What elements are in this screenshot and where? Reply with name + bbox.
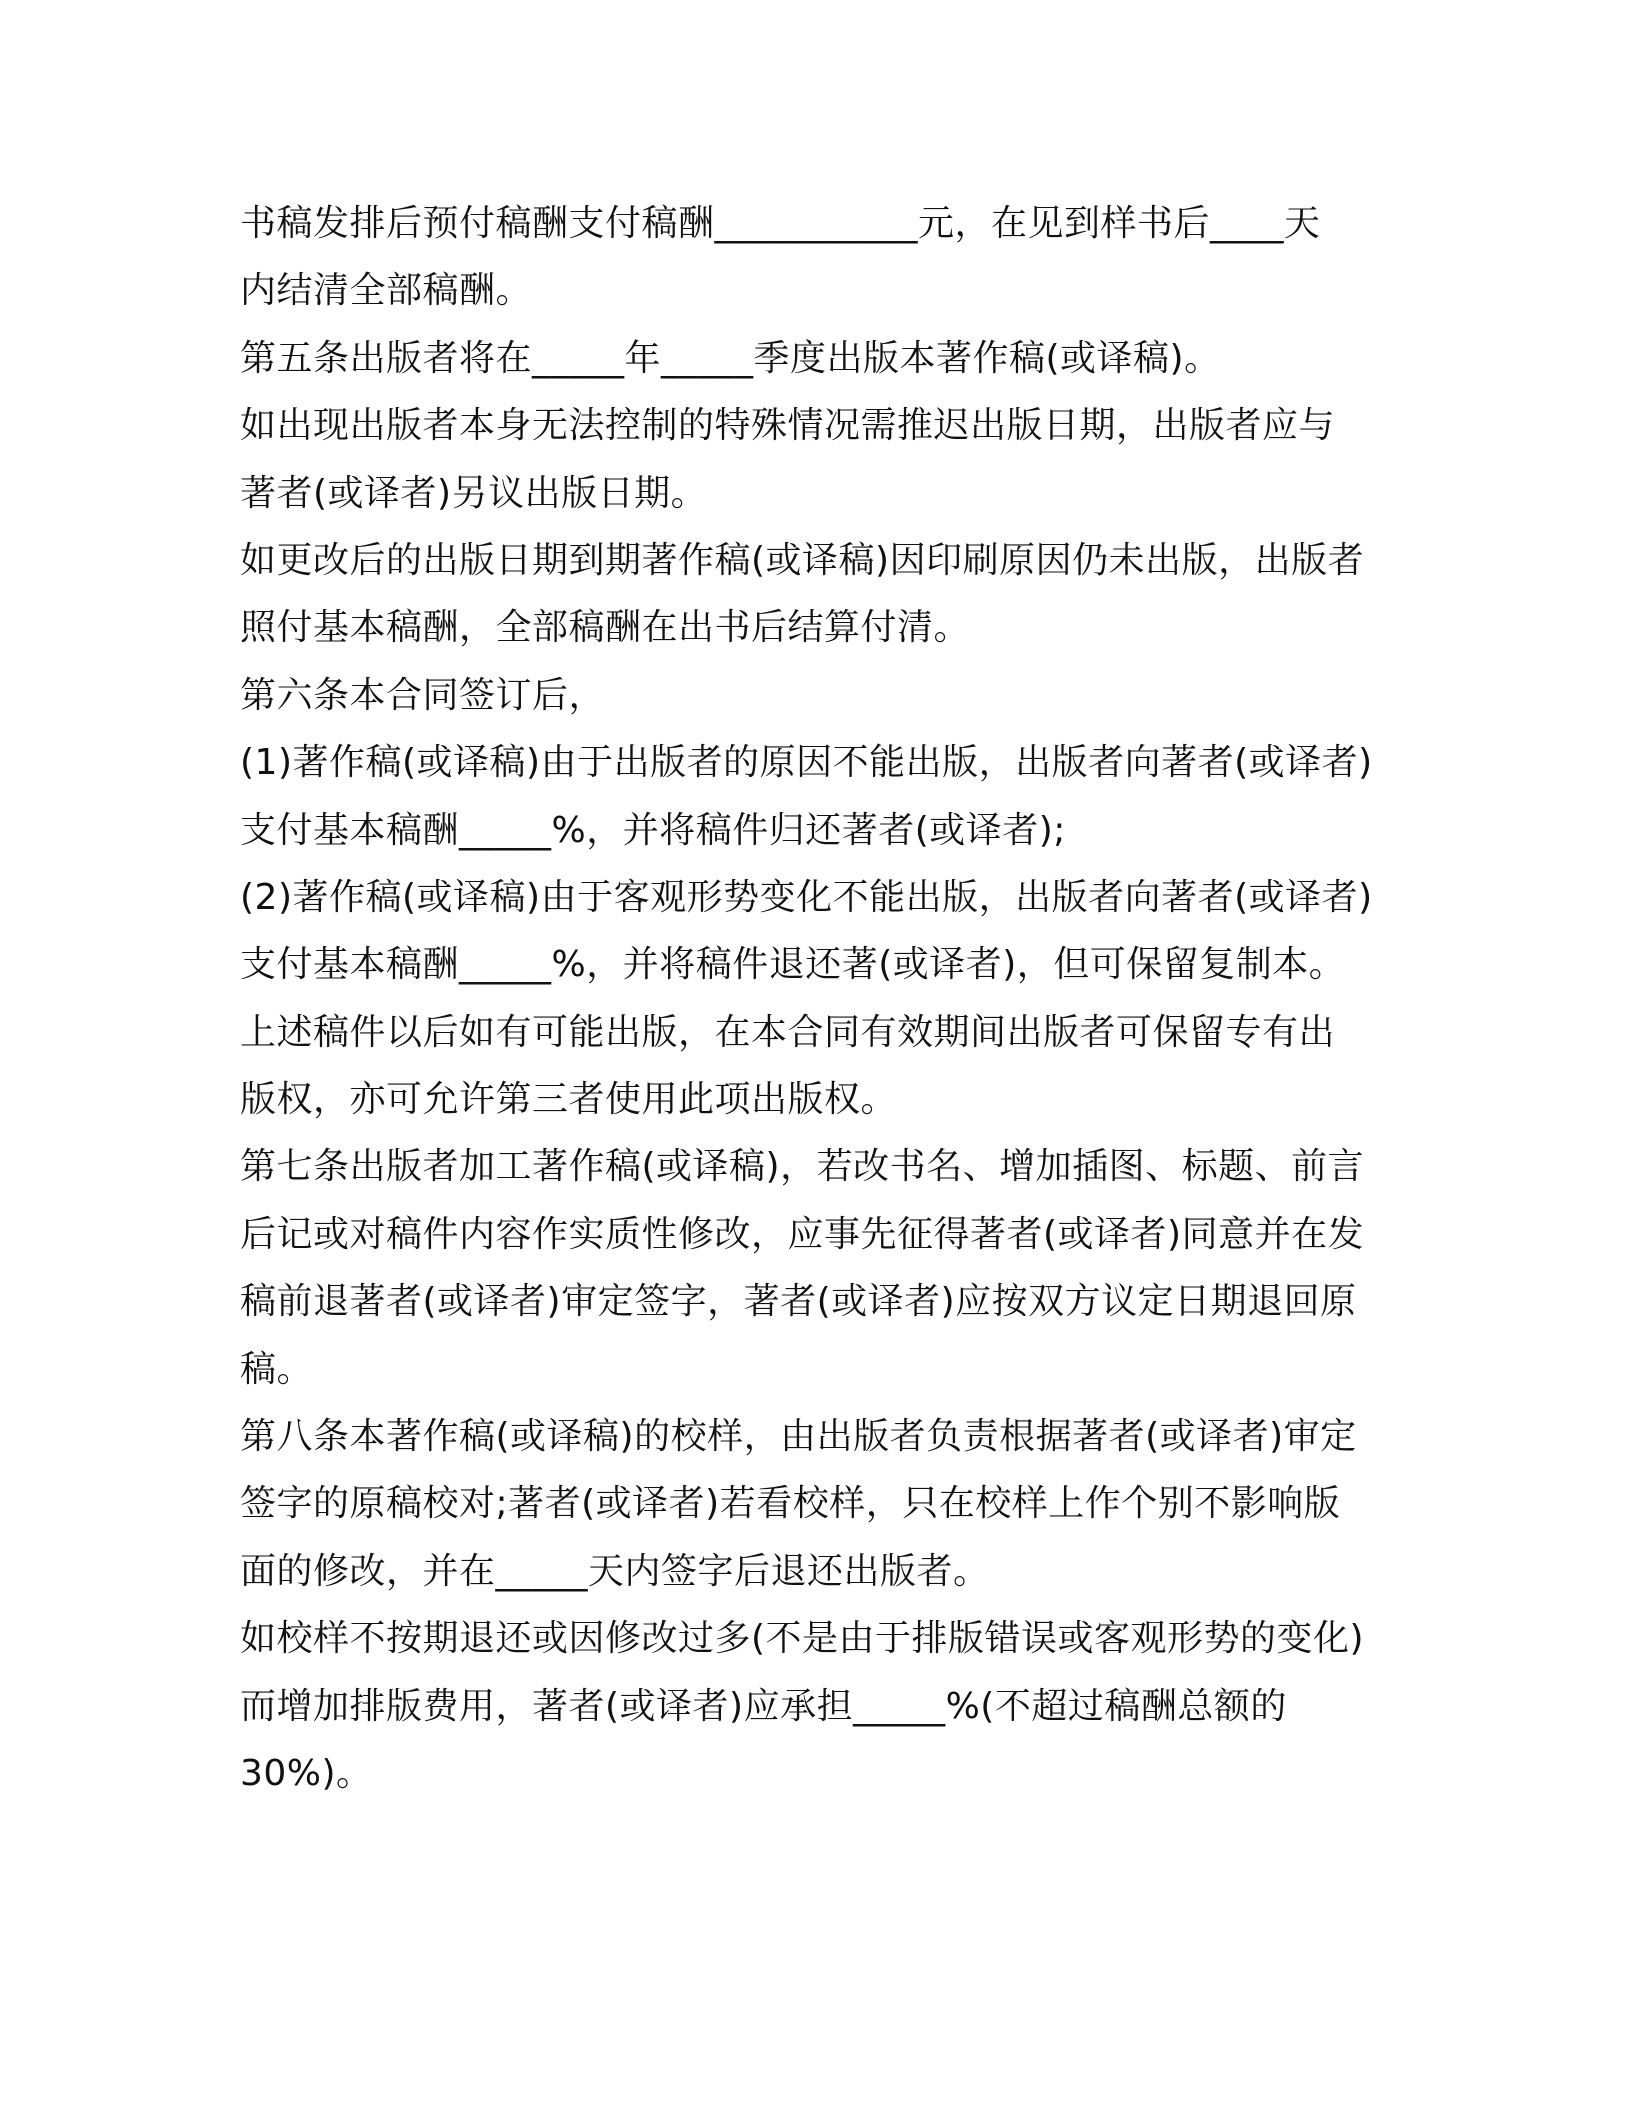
text-line: 支付基本稿酬_____%，并将稿件归还著者(或译者); (240, 809, 1066, 851)
text-line: 30%)。 (240, 1752, 373, 1794)
text-line: 内结清全部稿酬。 (240, 270, 533, 312)
text-line: 上述稿件以后如有可能出版，在本合同有效期间出版者可保留专有出 (240, 1011, 1336, 1053)
text-line: 第八条本著作稿(或译稿)的校样，由出版者负责根据著者(或译者)审定 (240, 1416, 1357, 1458)
text-line: 著者(或译者)另议出版日期。 (240, 472, 708, 514)
text-line: 如出现出版者本身无法控制的特殊情况需推迟出版日期，出版者应与 (240, 405, 1336, 447)
text-line: (1)著作稿(或译稿)由于出版者的原因不能出版，出版者向著者(或译者) (240, 742, 1373, 784)
text-line: 如更改后的出版日期到期著作稿(或译稿)因印刷原因仍未出版，出版者 (240, 539, 1365, 581)
document-page (240, 190, 1400, 1807)
text-line: 如校样不按期退还或因修改过多(不是由于排版错误或客观形势的变化) (240, 1618, 1365, 1660)
text-line: 签字的原稿校对;著者(或译者)若看校样，只在校样上作个别不影响版 (240, 1483, 1341, 1525)
text-line: 后记或对稿件内容作实质性修改，应事先征得著者(或译者)同意并在发 (240, 1213, 1365, 1255)
text-line: 面的修改，并在_____天内签字后退还出版者。 (240, 1550, 990, 1592)
text-line: 第七条出版者加工著作稿(或译稿)，若改书名、增加插图、标题、前言 (240, 1146, 1365, 1188)
text-line: 照付基本稿酬，全部稿酬在出书后结算付清。 (240, 607, 971, 649)
text-line: 支付基本稿酬_____%，并将稿件退还著(或译者)，但可保留复制本。 (240, 944, 1346, 986)
text-line: 稿前退著者(或译者)审定签字，著者(或译者)应按双方议定日期退回原 (240, 1281, 1357, 1323)
text-line: 而增加排版费用，著者(或译者)应承担_____%(不超过稿酬总额的 (240, 1685, 1287, 1727)
text-line: 版权，亦可允许第三者使用此项出版权。 (240, 1079, 898, 1121)
text-line: 第六条本合同签订后， (240, 674, 606, 716)
text-line: 第五条出版者将在_____年_____季度出版本著作稿(或译稿)。 (240, 337, 1221, 379)
text-line: 稿。 (240, 1348, 314, 1390)
text-line: 书稿发排后预付稿酬支付稿酬___________元，在见到样书后____天 (240, 203, 1321, 244)
text-line: (2)著作稿(或译稿)由于客观形势变化不能出版，出版者向著者(或译者) (240, 876, 1373, 918)
